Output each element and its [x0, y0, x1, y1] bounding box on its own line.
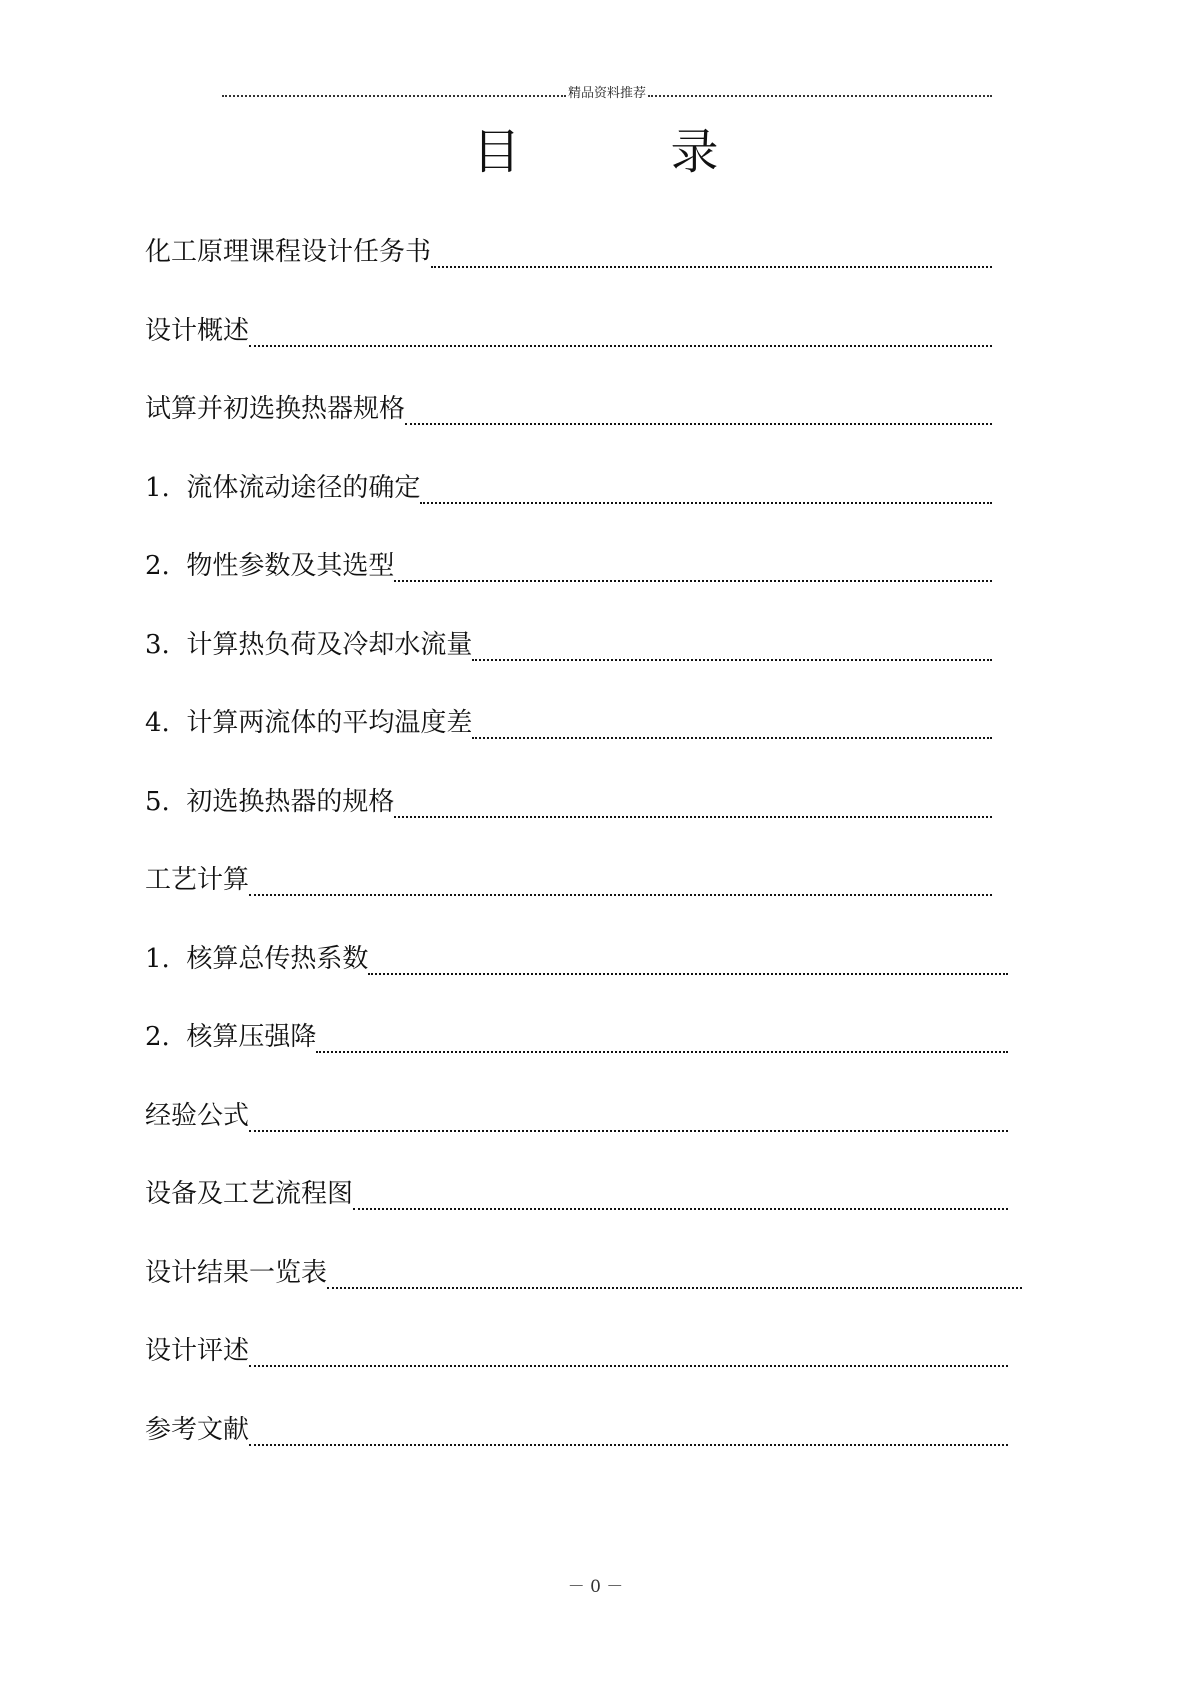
toc-leader-dots — [249, 894, 992, 896]
toc-leader-dots — [327, 1287, 1022, 1289]
toc-entry-label: 工艺计算 — [145, 865, 250, 895]
toc-title — [0, 118, 1191, 186]
page-number: － 0 － — [567, 1577, 624, 1597]
toc-entry[interactable] — [145, 625, 992, 665]
toc-leader-dots — [249, 1130, 1008, 1132]
toc-entry-label: 化工原理课程设计任务书 — [145, 237, 432, 267]
toc-leader-dots — [316, 1051, 1008, 1053]
toc-leader-dots — [249, 345, 992, 347]
header-text: 精品资料推荐 — [568, 86, 647, 101]
toc-entry[interactable] — [145, 311, 992, 351]
toc-leader-dots — [431, 266, 992, 268]
toc-entry-label: 2. 物性参数及其选型 — [145, 551, 395, 581]
toc-entry[interactable] — [145, 232, 992, 272]
toc-leader-dots — [420, 502, 992, 504]
toc-entry[interactable] — [145, 1096, 1008, 1136]
toc-leader-dots — [368, 973, 1008, 975]
toc-entry[interactable] — [145, 1017, 1008, 1057]
toc-entry-label: 设计评述 — [145, 1336, 250, 1366]
toc-entry-label: 2. 核算压强降 — [145, 1022, 317, 1052]
toc-entry-label: 经验公式 — [145, 1100, 250, 1131]
toc-entry-label: 设备及工艺流程图 — [145, 1179, 354, 1209]
toc-leader-dots — [394, 580, 992, 582]
toc-entry[interactable] — [145, 1331, 1008, 1371]
toc-leader-dots — [472, 659, 992, 661]
toc-leader-dots — [249, 1365, 1008, 1367]
toc-entry-label: 试算并初选换热器规格 — [145, 394, 406, 424]
toc-entry-label: 1. 流体流动途径的确定 — [145, 472, 421, 503]
toc-entry-label: 设计概述 — [145, 315, 250, 346]
toc-entry[interactable] — [145, 1174, 1008, 1214]
toc-leader-dots — [249, 1444, 1008, 1446]
header-leader-left — [222, 95, 566, 97]
header-leader-right — [648, 95, 992, 97]
toc-leader-dots — [394, 816, 992, 818]
toc-entry[interactable] — [145, 860, 992, 900]
page-header — [222, 82, 992, 106]
toc-entry[interactable] — [145, 1253, 1022, 1293]
toc-entry[interactable] — [145, 703, 992, 743]
toc-entry[interactable] — [145, 1410, 1008, 1450]
toc-leader-dots — [353, 1208, 1008, 1210]
toc-leader-dots — [472, 737, 992, 739]
toc-leader-dots — [405, 423, 992, 425]
toc-entry-label: 设计结果一览表 — [145, 1257, 328, 1288]
toc-entry[interactable] — [145, 389, 992, 429]
toc-title-char-2: 录 — [670, 124, 719, 180]
toc-entry[interactable] — [145, 782, 992, 822]
toc-entry-label: 参考文献 — [145, 1414, 250, 1445]
toc-entry-label: 4. 计算两流体的平均温度差 — [145, 708, 473, 738]
toc-entry-label: 5. 初选换热器的规格 — [145, 786, 395, 817]
toc-entry[interactable] — [145, 546, 992, 586]
toc-entry-label: 1. 核算总传热系数 — [145, 943, 369, 974]
toc-entry-label: 3. 计算热负荷及冷却水流量 — [145, 629, 473, 660]
toc-entry[interactable] — [145, 939, 1008, 979]
toc-entry[interactable] — [145, 468, 992, 508]
toc-title-char-1: 目 — [472, 124, 521, 180]
